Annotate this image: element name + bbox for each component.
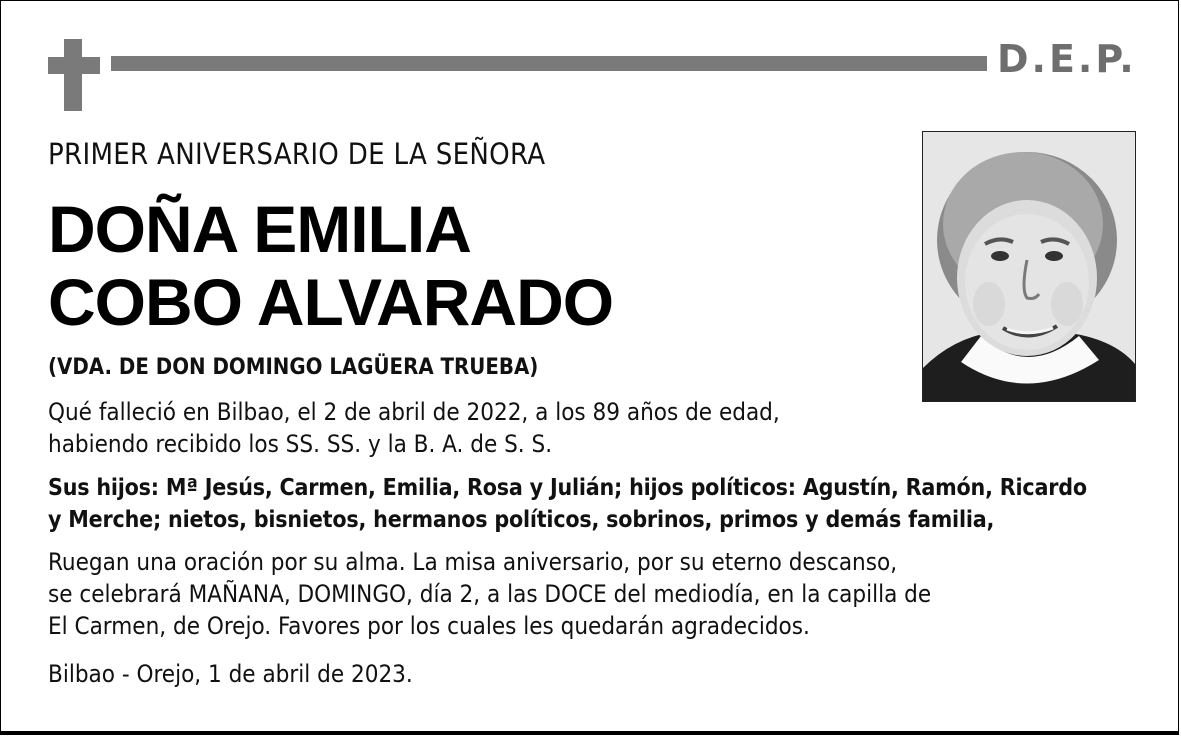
dep-label: D.E.P. bbox=[997, 37, 1137, 81]
death-info-line: habiendo recibido los SS. SS. y la B. A. de S. S. bbox=[48, 430, 553, 458]
death-info-paragraph bbox=[48, 396, 780, 460]
request-paragraph bbox=[48, 546, 931, 642]
family-line: Sus hijos: Mª Jesús, Carmen, Emilia, Rosa y Julián; hijos políticos: Agustín, Ramón, Ricardo bbox=[48, 475, 1087, 501]
request-line: se celebrará MAÑANA, DOMINGO, día 2, a las DOCE del mediodía, en la capilla de bbox=[48, 580, 932, 608]
family-line: y Merche; nietos, bisnietos, hermanos políticos, sobrinos, primos y demás familia, bbox=[48, 507, 995, 533]
request-line: Ruegan una oración por su alma. La misa aniversario, por su eterno descanso, bbox=[48, 548, 898, 576]
widow-of-line: (VDA. DE DON DOMINGO LAGÜERA TRUEBA) bbox=[48, 355, 539, 380]
deceased-name-line2: COBO ALVARADO bbox=[48, 265, 614, 339]
deceased-name-line1: DOÑA EMILIA bbox=[48, 192, 471, 266]
anniversary-subtitle: PRIMER ANIVERSARIO DE LA SEÑORA bbox=[48, 137, 546, 171]
request-line: El Carmen, de Orejo. Favores por los cuales les quedarán agradecidos. bbox=[48, 612, 810, 640]
death-info-line: Qué falleció en Bilbao, el 2 de abril de 2022, a los 89 años de edad, bbox=[48, 398, 780, 426]
family-paragraph bbox=[48, 472, 1087, 536]
header-rule bbox=[111, 56, 987, 71]
cross-icon bbox=[48, 39, 100, 111]
place-date: Bilbao - Orejo, 1 de abril de 2023. bbox=[48, 660, 413, 688]
portrait-photo bbox=[922, 131, 1136, 402]
